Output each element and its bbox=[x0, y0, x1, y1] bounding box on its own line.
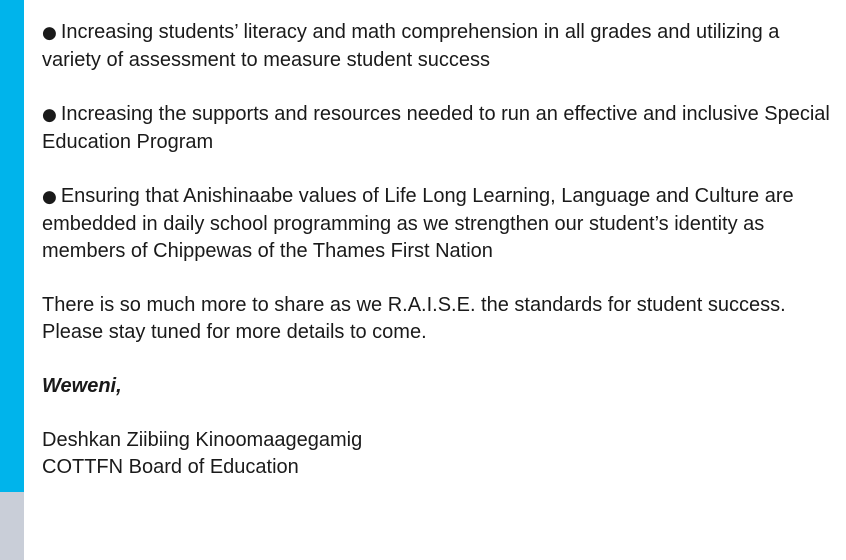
letter-body bbox=[42, 19, 837, 508]
accent-bar bbox=[0, 0, 24, 492]
salutation: Weweni, bbox=[42, 375, 122, 397]
bullet-item-special-education bbox=[42, 101, 837, 156]
signature-organization: COTTFN Board of Education bbox=[42, 456, 299, 478]
signature-block bbox=[42, 427, 837, 481]
bullet-icon: ● bbox=[42, 105, 57, 125]
bullet-item-literacy bbox=[42, 19, 837, 74]
closing-paragraph: There is so much more to share as we R.A.I.S.E. the standards for student success. Please stay tuned for more details to come. bbox=[42, 294, 786, 343]
bullet-text: Increasing students’ literacy and math comprehension in all grades and utilizing a variety of assessment to measure student success bbox=[42, 21, 780, 71]
signature-name: Deshkan Ziibiing Kinoomaagegamig bbox=[42, 429, 363, 451]
bullet-item-anishinaabe-values bbox=[42, 183, 837, 265]
bullet-icon: ● bbox=[42, 23, 57, 43]
bullet-icon: ● bbox=[42, 187, 57, 207]
accent-bar-footer bbox=[0, 492, 24, 560]
bullet-text: Increasing the supports and resources needed to run an effective and inclusive Special Education Program bbox=[42, 103, 830, 153]
bullet-text: Ensuring that Anishinaabe values of Life Long Learning, Language and Culture are embedded in daily school programming as we strengthen our student’s identity as members of Chippewas of the Thames First Nation bbox=[42, 185, 794, 262]
